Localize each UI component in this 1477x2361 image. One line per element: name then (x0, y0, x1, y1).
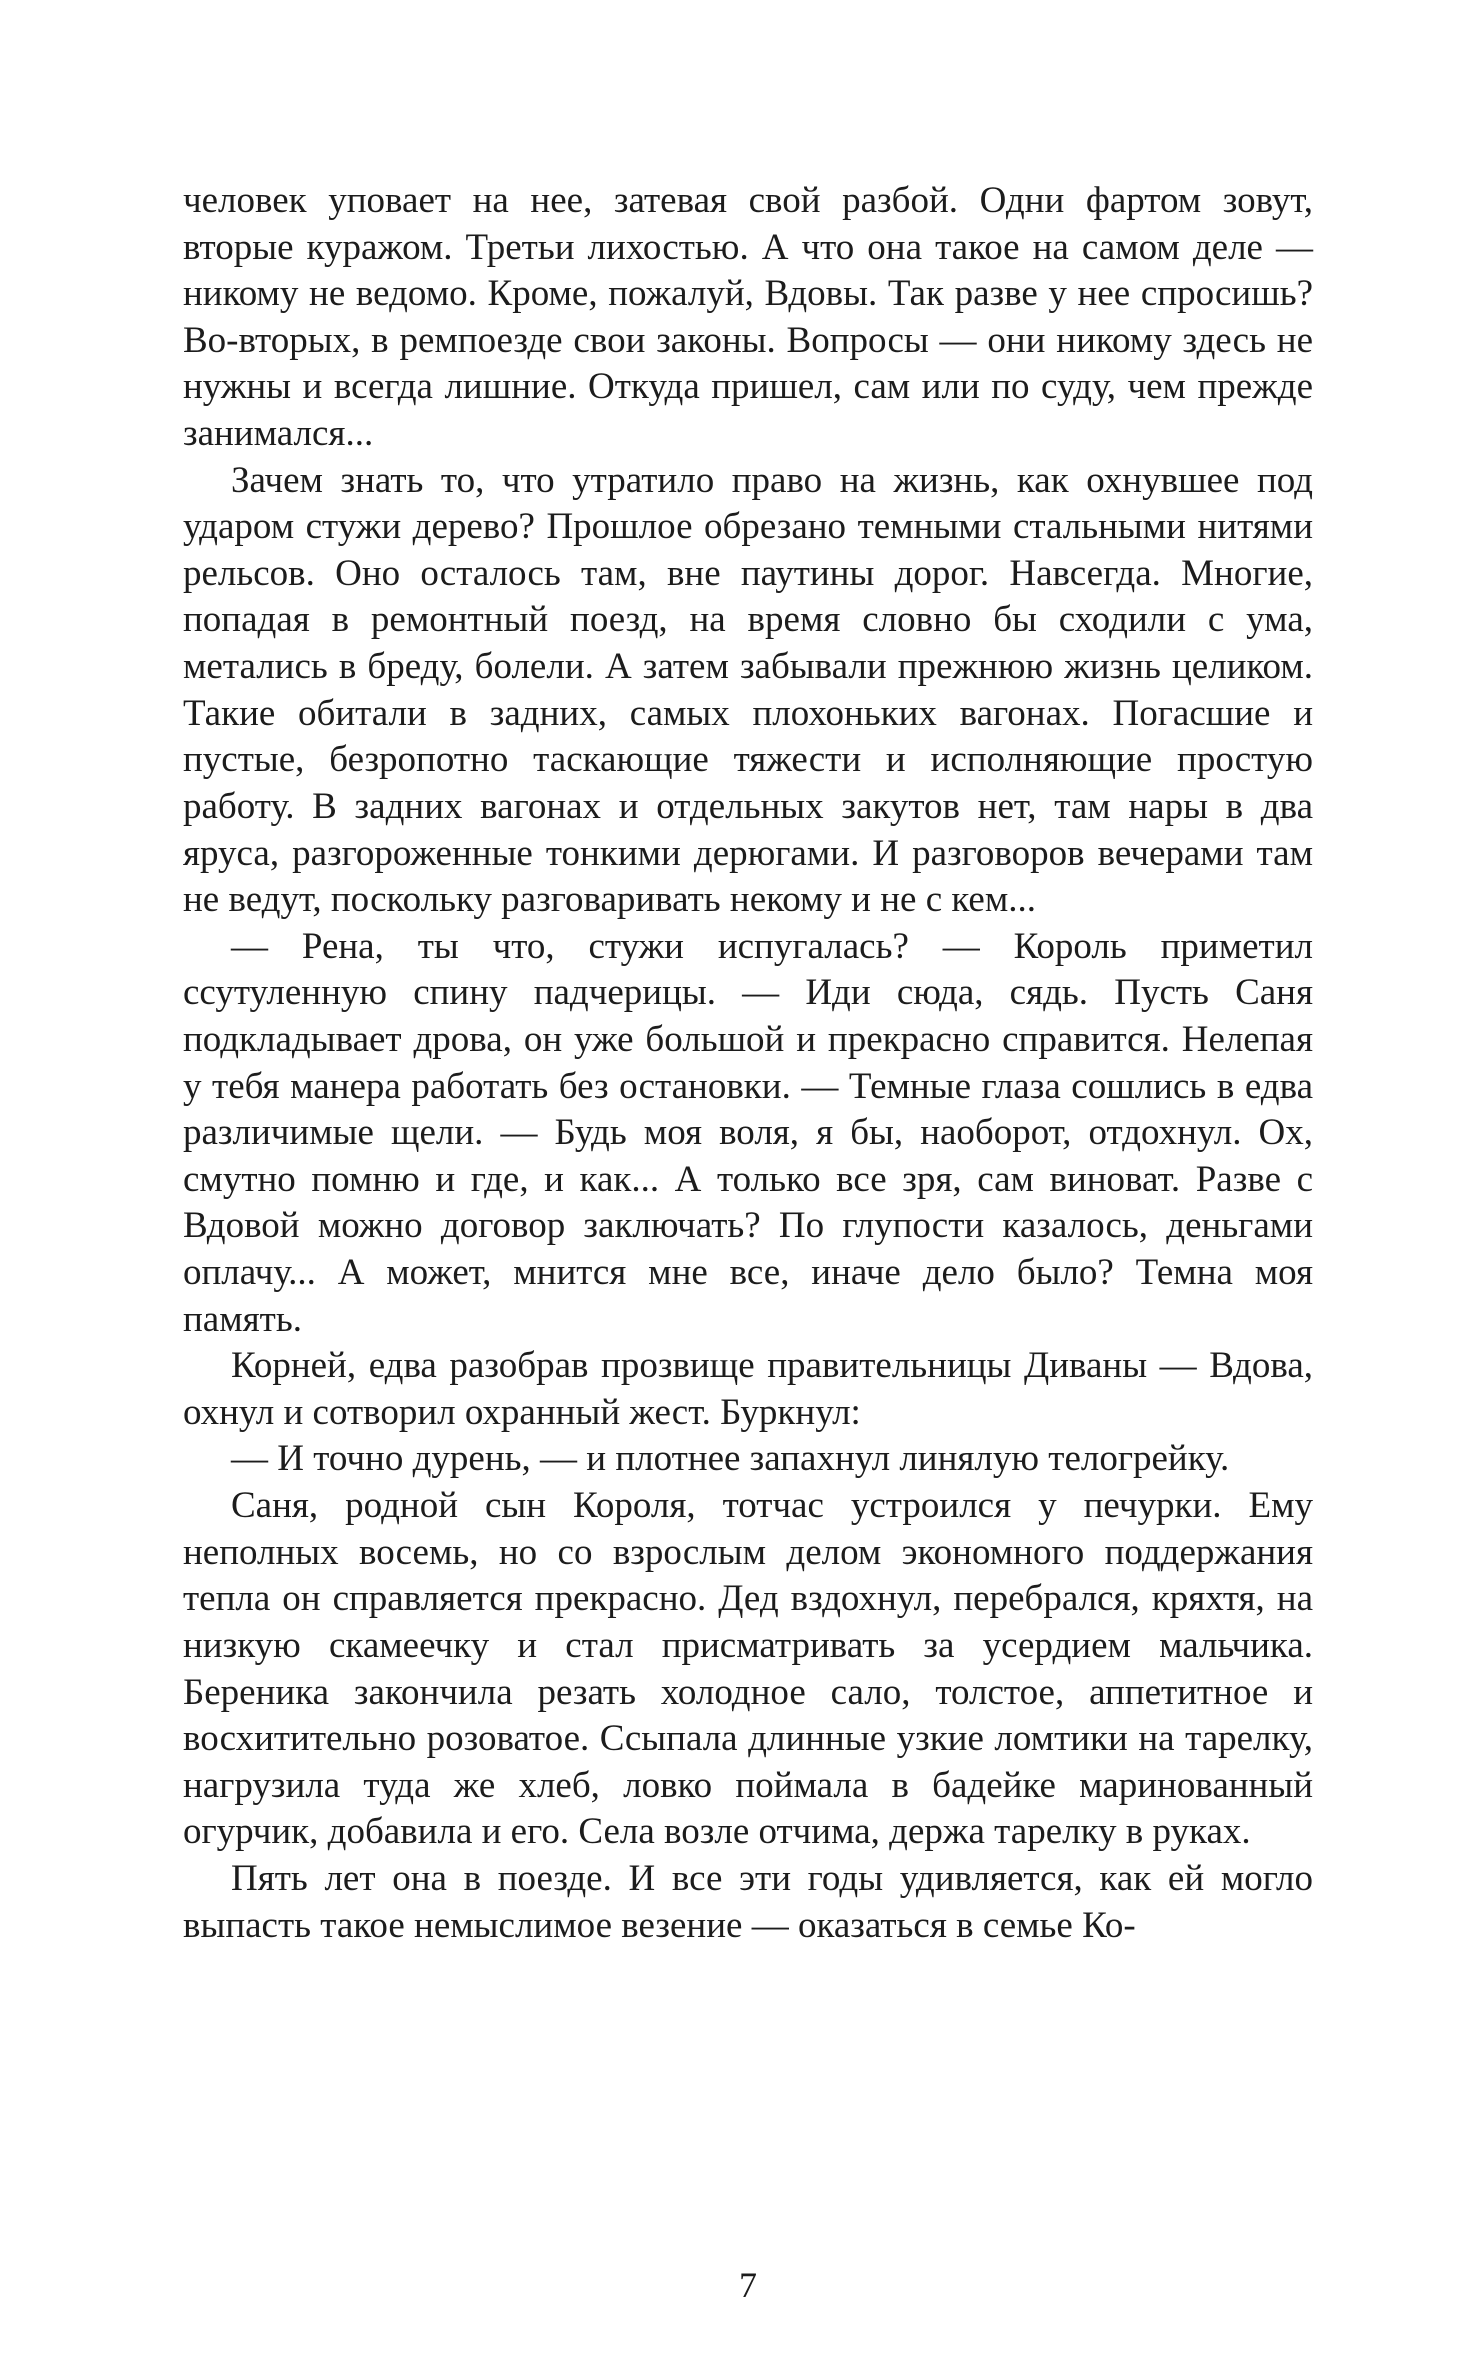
paragraph: Корней, едва разобрав прозвище правительницы Диваны — Вдова, охнул и сотворил охранный жест. Буркнул: (183, 1345, 1313, 1433)
paragraph: Зачем знать то, что утратило право на жизнь, как охнувшее под ударом стужи дерево? Прошлое обрезано темными стальными нитями рельсов. Оно осталось там, вне паутины дорог. Навсегда. Многие, попадая в ремонтный поезд, на время словно бы сходили с ума, метались в бреду, болели. А затем забывали прежнюю жизнь целиком. Такие обитали в задних, самых плохоньких вагонах. Погасшие и пустые, безропотно таскающие тяжести и исполняющие простую работу. В задних вагонах и отдельных закутов нет, там нары в два яруса, разгороженные тонкими дерюгами. И разговоров вечерами там не ведут, поскольку разговаривать некому и не с кем... (183, 459, 1313, 921)
body-text (183, 178, 1313, 1949)
paragraph: Саня, родной сын Короля, тотчас устроился у печурки. Ему неполных восемь, но со взрослым делом экономного поддержания тепла он справляется прекрасно. Дед вздохнул, перебрался, кряхтя, на низкую скамеечку и стал присматривать за усердием мальчика. Береника закончила резать холодное сало, толстое, аппетитное и восхитительно розоватое. Ссыпала длинные узкие ломтики на тарелку, нагрузила туда же хлеб, ловко поймала в бадейке маринованный огурчик, добавила и его. Села возле отчима, держа тарелку в руках. (183, 1485, 1313, 1853)
page-number: 7 (739, 2264, 757, 2305)
paragraph: Пять лет она в поезде. И все эти годы удивляется, как ей могло выпасть такое немыслимое везение — оказаться в семье Ко- (183, 1857, 1313, 1946)
paragraph-continuation: человек уповает на нее, затевая свой разбой. Одни фартом зовут, вторые куражом. Третьи лихостью. А что она такое на самом деле — никому не ведомо. Кроме, пожалуй, Вдовы. Так разве у нее спросишь? Во-вторых, в ремпоезде свои законы. Вопросы — они никому здесь не нужны и всегда лишние. Откуда пришел, сам или по суду, чем прежде занимался... (183, 180, 1313, 455)
paragraph-dialogue: — И точно дурень, — и плотнее запахнул линялую телогрейку. (231, 1438, 1230, 1480)
book-page (183, 178, 1313, 2308)
paragraph-dialogue: — Рена, ты что, стужи испугалась? — Король приметил ссутуленную спину падчерицы. — Иди сюда, сядь. Пусть Саня подкладывает дрова, он уже большой и прекрасно справится. Нелепая у тебя манера работать без остановки. — Темные глаза сошлись в едва различимые щели. — Будь моя воля, я бы, наоборот, отдохнул. Ох, смутно помню и где, и как... А только все зря, сам виноват. Разве с Вдовой можно договор заключать? По глупости казалось, деньгами оплачу... А может, мнится мне все, иначе дело было? Темна моя память. (183, 925, 1313, 1340)
